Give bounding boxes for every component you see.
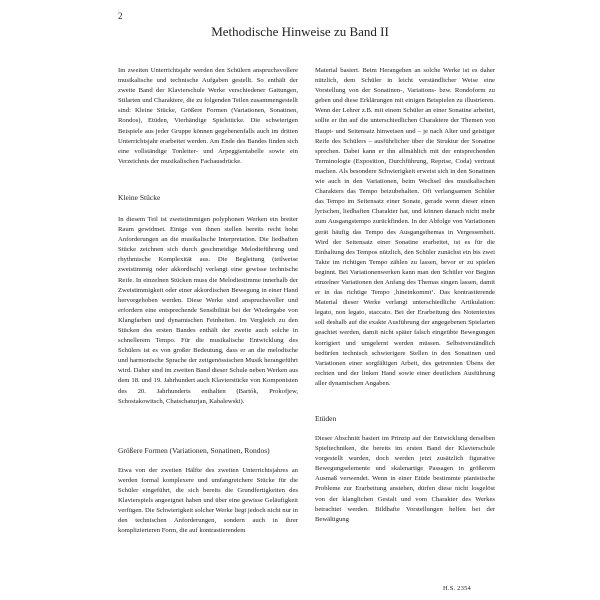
kleine-stuecke-paragraph: In diesem Teil ist zweistimmigen polyphonen Werken ein breiter Raum gewidmet. Einige von ihnen stellen bereits recht hohe Anforderungen an die musikalische Interpretation. Die liedhaften Stücke zeichnen sich durch geschmeidige Melodieführung und rhythmische Komplexität aus. Die Begleitung (teilweise zweistimmig oder akkordisch) verlangt eine gewisse technische Reife. In einzelnen Stücken muss die Melodiestimme innerhalb der Zweistimmigkeit oder einer akkordischen Bewegung in einer Hand hervorgehoben werden. Diese Werke sind anspruchsvoller und erfordern eine entsprechende Sensibilität bei der Wiedergabe von Klangfarben und dynamischen Feinheiten. Im Vergleich zu den Stücken des ersten Bandes enthält der zweite auch solche in schnellerem Tempo. Für die musikalische Entwicklung des Schülers ist es von großer Bedeutung, dass er an die melodische und harmonische Sprache der zeitgenössischen Musik herangeführt wird. Daher sind im zweiten Band dieser Schule neben Werken aus dem 18. und 19. Jahrhundert auch Klavierstücke von Komponisten des 20. Jahrhunderts enthalten (Bartók, Prokofjew, Schostakowitsch, Chatschaturjan, Kabalewski).	[118, 215, 298, 405]
intro-paragraph: Im zweiten Unterrichtsjahr werden den Schülern anspruchsvollere musikalische und technische Aufgaben gestellt. So enthält der zweite Band der Klavierschule Werke verschiedener Gattungen, Stilarten und Charaktere, die zu folgenden Teilen zusammengestellt sind: Kleine Stücke, Größere Formen (Variationen, Sonatinen, Rondos), Etüden, Vierhändige Spielstücke. Die schwierigen Beispiele aus jeder Gruppe können gegebenenfalls auch im dritten Unterrichtsjahr erarbeitet werden. Am Ende des Bandes finden sich eine vollständige Tonleiter- und Arpeggientabelle sowie ein Verzeichnis der musikalischen Fachausdrücke.	[118, 67, 298, 165]
section-heading-etueden: Etüden	[315, 414, 337, 423]
publisher-code: H.S. 2354	[443, 585, 471, 592]
groessere-formen-continuation: Material basiert. Beim Herangehen an solche Werke ist es daher nützlich, dem Schüler in leicht verständlicher Weise eine Vorstellung von der Sonatinen-, Variations- bzw. Rondoform zu geben und diese Erklärungen mit einigen Beispielen zu illustrieren. Wenn der Lehrer z.B. mit einem Schüler an einer Sonatine arbeitet, sollte er ihn auf die unterschiedlichen Charaktere der Themen von Haupt- und Seitensatz hinweisen und – je nach Alter und geistiger Reife des Schülers – ausführlicher über die Struktur der Sonatine sprechen. Dabei kann er ihn allmählich mit der entsprechenden Terminologie (Exposition, Durchführung, Reprise, Coda) vertraut machen. Als besondere Schwierigkeit erweist sich in den Sonatinen wie auch in den Variationen, beim Wechsel des musikalischen Charakters das Tempo beizubehalten. Oft verlangsamen Schüler das Tempo im Seitensatz einer Sonate, gerade wenn dieser einen lyrischen, liedhaften Charakter hat, und können danach nicht mehr zum Ausgangstempo zurückfinden. In der Abfolge von Variationen gerät häufig das Tempo des Ausgangsthemas in Vergessenheit. Wird der Seitensatz einer Sonatine erarbeitet, ist es für die Einhaltung des Tempos nützlich, den Schüler zunächst ein bis zwei Takte im richtigen Tempo zählen zu lassen, bevor er zu spielen beginnt. Bei Variationenwerken kann man den Schüler vor Beginn einzelner Variationen den Anfang des Themas singen lassen, damit er in das richtige Tempo ‚hineinkommt‘. Das kontrastierende Material dieser Werke verlangt unterschiedliche Artikulation: legato, non legato, staccato. Bei der Erarbeitung des Notentextes soll deshalb auf die exakte Ausführung der angegebenen Spielarten geachtet werden, damit nicht später falsch eingeübte Bewegungen korrigiert und umgelernt werden müssen. Selbstverständlich bedürfen technisch schwierigere Stellen in den Sonatinen und Variationen einer sorgfältigen Arbeit, des getrennten Übens der rechten und der linken Hand sowie einer deutlichen Ausführung aller dynamischen Angaben.	[315, 67, 495, 387]
page-title: Methodische Hinweise zu Band II	[211, 24, 389, 39]
left-column	[118, 66, 298, 536]
etueden-paragraph: Dieser Abschnitt basiert im Prinzip auf der Entwicklung derselben Spieltechniken, die bereits im ersten Band der Klavierschule vorgestellt wurden, doch werden jetzt zusätzlich figurative Bewegungselemente und skalenartige Passagen in größerem Ausmaß verwendet. Wenn in einer Etüde bestimmte pianistische Probleme zur Erarbeitung anstehen, dürfen diese nicht losgelöst von der klanglichen Gestalt und vom Charakter des Werkes betrachtet werden. Bildhafte Vorstellungen helfen bei der Bewältigung	[315, 435, 495, 523]
right-column	[315, 66, 495, 525]
groessere-formen-paragraph: Etwa von der zweiten Hälfte des zweiten Unterrichtsjahres an werden formal komplexere und umfangreichere Stücke für die Schüler eingeführt, die sich bereits die Grundfertigkeiten des Klavierspiels angeeignet haben und über eine gewisse Geläufigkeit verfügen. Die Schwierigkeit solcher Werke liegt jedoch nicht nur in den technischen Anforderungen, sondern auch in ihrer komplizierteren Form, die auf kontrastierendem	[118, 466, 298, 535]
section-heading-groessere-formen: Größere Formen (Variationen, Sonatinen, Rondos)	[118, 445, 270, 455]
page-number: 2	[118, 11, 123, 21]
section-heading-kleine-stuecke: Kleine Stücke	[118, 192, 161, 202]
